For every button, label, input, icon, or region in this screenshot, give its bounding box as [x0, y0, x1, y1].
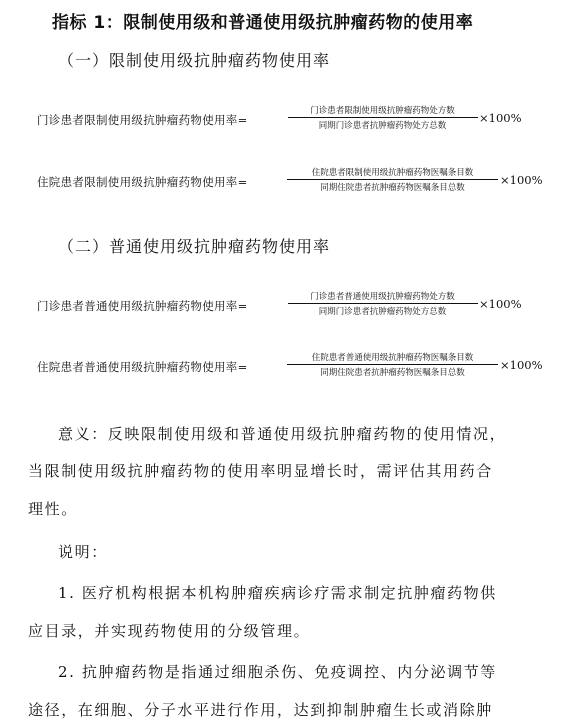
formula-numerator: 门诊患者限制使用级抗肿瘤药物处方数: [310, 106, 455, 116]
formula-denominator: 同期门诊患者抗肿瘤药物处方总数: [318, 307, 447, 317]
notes-item-line: 应目录，并实现药物使用的分级管理。: [28, 622, 311, 640]
notes-item-line: 2. 抗肿瘤药物是指通过细胞杀伤、免疫调控、内分泌调节等: [58, 663, 497, 681]
formula-inpatient-general: [0, 351, 573, 385]
formula-denominator: 同期门诊患者抗肿瘤药物处方总数: [318, 121, 447, 131]
formula-lhs: 住院患者普通使用级抗肿瘤药物使用率=: [37, 360, 248, 374]
significance-line: 意义：反映限制使用级和普通使用级抗肿瘤药物的使用情况，: [58, 425, 507, 443]
formula-numerator: 门诊患者普通使用级抗肿瘤药物处方数: [310, 292, 455, 302]
formula-outpatient-general: [0, 290, 573, 324]
indicator-title: 指标 1：限制使用级和普通使用级抗肿瘤药物的使用率: [52, 13, 474, 33]
fraction-bar: [287, 364, 498, 365]
formula-denominator: 同期住院患者抗肿瘤药物医嘱条目总数: [320, 183, 465, 193]
formula-rhs: ×100%: [479, 111, 522, 125]
formula-lhs: 门诊患者普通使用级抗肿瘤药物使用率=: [37, 299, 248, 313]
notes-item-line: 1. 医疗机构根据本机构肿瘤疾病诊疗需求制定抗肿瘤药物供: [58, 584, 497, 602]
notes-label: 说明：: [58, 543, 108, 561]
formula-numerator: 住院患者限制使用级抗肿瘤药物医嘱条目数: [311, 168, 474, 178]
significance-line: 当限制使用级抗肿瘤药物的使用率明显增长时，需评估其用药合: [28, 462, 493, 480]
formula-numerator: 住院患者普通使用级抗肿瘤药物医嘱条目数: [311, 353, 474, 363]
formula-outpatient-restricted: [0, 104, 573, 138]
formula-lhs: 门诊患者限制使用级抗肿瘤药物使用率=: [37, 113, 248, 127]
notes-item-line: 途径，在细胞、分子水平进行作用，达到抑制肿瘤生长或消除肿: [28, 701, 493, 719]
fraction-bar: [288, 303, 478, 304]
formula-denominator: 同期住院患者抗肿瘤药物医嘱条目总数: [320, 368, 465, 378]
formula-rhs: ×100%: [500, 358, 543, 372]
section2-heading: （二）普通使用级抗肿瘤药物使用率: [58, 237, 331, 256]
section1-heading: （一）限制使用级抗肿瘤药物使用率: [58, 51, 331, 70]
formula-rhs: ×100%: [479, 297, 522, 311]
fraction-bar: [287, 179, 498, 180]
formula-rhs: ×100%: [500, 173, 543, 187]
significance-line: 理性。: [28, 500, 78, 518]
formula-inpatient-restricted: [0, 166, 573, 200]
fraction-bar: [288, 117, 478, 118]
formula-lhs: 住院患者限制使用级抗肿瘤药物使用率=: [37, 175, 248, 189]
